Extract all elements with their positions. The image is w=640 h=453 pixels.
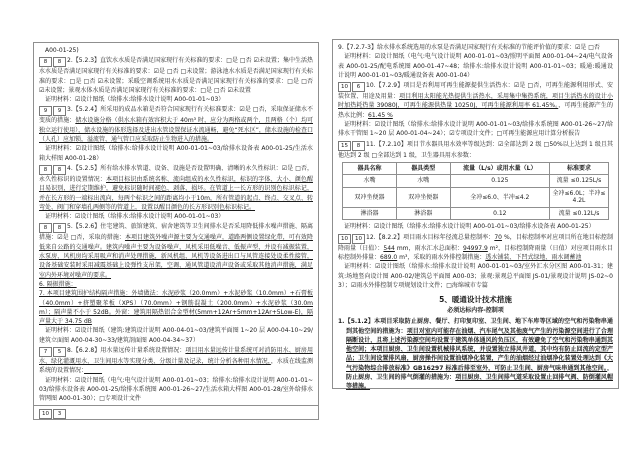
- score-cell-available: 8: [39, 223, 52, 233]
- text-run: ，防止厨房、卫生间的排气倒灌的措施为：: [346, 364, 613, 382]
- text-run: 544: [383, 244, 395, 252]
- text-run: 项目利用太阳能光热提供生活热水，采用集中集热系统，项目生活热水的设计小时加热耗热量 39080J，可再生能源供热量 10250J，可再生能源利用率 61.45%。: [338, 93, 613, 110]
- score-cell-available: 10: [338, 82, 351, 92]
- cell-type: 淋浴器: [396, 207, 450, 220]
- right-page-column: [332, 39, 619, 389]
- text-run: 证明材料：☑设计图纸（给排水:给排水设计说明 A00-01-01~03/给排水设备表 A00-01-25/生活水箱大样图 A00-01-28）: [39, 145, 313, 162]
- sub-item-vibration: [39, 280, 313, 289]
- checklist-row-5-2-4: [39, 105, 313, 162]
- text-run: 12.【8.2.2】项目雨水目标年径流总量控制率：: [366, 233, 495, 241]
- score-cell-self: 8: [352, 141, 365, 151]
- fixtures-row-shower: [343, 207, 609, 220]
- fixtures-row-faucet: [343, 175, 609, 188]
- score-cell-available: 8: [39, 165, 52, 175]
- fixtures-header-type: 器具类型: [396, 162, 450, 175]
- score-cell-self: 9: [53, 106, 66, 116]
- row-text: [338, 81, 613, 120]
- text-run: mm，雨水汇水总面积：: [394, 244, 464, 252]
- text-run: 证明材料：☑设计图纸（给排水:给排水设计说明 A00-01-01~03）: [45, 213, 225, 221]
- hvac-item-5-1-2: [338, 317, 613, 391]
- score-cell-self: 8: [53, 57, 66, 67]
- text-run: 5.【5.2.6】住宅建筑、旅馆建筑、宿舍建筑等卫生间排水是否采用降低排水噪声措施、隔离措施：☑是 □否，采取的措施：: [39, 223, 313, 242]
- row-text: [39, 56, 313, 95]
- left-page-column: [33, 42, 319, 420]
- score-cell-self: 6: [352, 82, 365, 92]
- text-run: 61.45 %: [368, 111, 393, 119]
- score-cell-self: 8: [53, 223, 66, 233]
- text-run: m³，采取的雨水外排控制措施：: [397, 254, 486, 262]
- checklist-row-partial: [34, 405, 318, 419]
- row-text: [39, 105, 313, 144]
- text-run: 储水设施分格（供水水箱有效容积大于 40m³ 时，应分为两格或两个，且两格（个）均可独立运行使用），储水设施的体形选择及进出水管设置保证水流通畅，避免“死水区”，储水设施的检查口（人孔）应加锁，溢流管、通气管口应采取防止生物进入的措施。: [39, 117, 313, 144]
- row-main-text: [338, 141, 613, 159]
- cell-type: 水嘴: [396, 175, 450, 188]
- cell-flow: 0.12: [450, 207, 550, 220]
- cell-name: 水嘴: [343, 175, 397, 188]
- text-run: 证明材料：☑设计图纸（电气:电气设计说明 A00-01-01~03/照明平面图 A00-01-04~24/电气设备表 A00-01-25/配电系统图 A00-01-47~48；给排水:给排水设计说明 A00-01-01~03；暖通:暖通设计说明 A00-01-01~03/暖通设备表 A00-01-04）: [338, 53, 613, 79]
- section-subtitle: 必须达标内容-控制项: [447, 307, 504, 315]
- row-text: [338, 43, 613, 52]
- fixtures-header-name: 器具名称: [343, 162, 397, 175]
- text-run: 3.【5.2.4】所采用的成品水箱是否符合国家现行有关标准要求：☑是 □否，采取保证储水不变质的措施：: [39, 106, 313, 125]
- text-run: 7. 本项目建筑围护结构隔声措施：外墙做法：水泥砂浆（20.0mm）+水泥砂浆（10.0mm）+石膏板（40.0mm）+挤塑聚苯板（XPS）（70.0mm）+钢筋混凝土（200.0mm）+水泥砂浆（30.0mm）；隔声量不小于 52dB。外窗：建筑用隔热铝合金型材(5mm+12Ar+5mm+12Ar+5Low-E)，隔声量大于 34.75 dB: [39, 290, 313, 326]
- text-run: A00-01-25): [45, 47, 79, 54]
- text-run: 项目厨房、卫生间排气道采取设置止回排气阀、防倒灌风帽等措施。: [346, 374, 613, 391]
- text-run: 10.【7.2.9】项目是否利用可再生能源提供生活热水：☑是 □否，可再生能源利用形式、安装位置、用途及用量：: [338, 82, 613, 101]
- cell-name: 淋浴器: [343, 207, 397, 220]
- score-cell-available: 10: [338, 234, 351, 244]
- proof-text: [338, 120, 613, 139]
- score-cell-available: 9: [39, 106, 52, 116]
- row-main-text: [338, 234, 613, 261]
- proof-text: [39, 95, 313, 104]
- proof-text: [39, 46, 313, 55]
- section-title: 5、暖通设计技术措施: [439, 295, 512, 305]
- fixtures-header-flow: 流量（L/s）或用水量（L）: [450, 162, 550, 175]
- row-text: [39, 408, 313, 419]
- cell-standard: 流量 ≤0.125L/s: [550, 175, 609, 188]
- sub-item-envelope: [39, 289, 313, 326]
- score-cell-available: 8: [39, 57, 52, 67]
- row-main-text: [39, 223, 313, 278]
- text-run: m²，目标控制降雨量（日值）对应项目雨水目标控制外排量：: [338, 244, 613, 262]
- fixtures-table: [342, 162, 609, 221]
- fixtures-header-standard: 标准要求: [550, 162, 609, 175]
- score-cell-self: 8: [53, 165, 66, 175]
- text-run: 透水铺装、下凹式绿地、雨水调蓄池: [485, 254, 582, 262]
- text-run: 项目用水量远传计量系统可对消防用水、厨房用水、绿化灌溉用水、卫生间用水等实现分类、分级计量及记录，统计分析各种用水情况，: [39, 347, 313, 366]
- fixtures-header-row: [343, 162, 609, 175]
- continuation-row: [39, 46, 313, 55]
- text-run: ，可再生能源产生的热水比例：: [338, 102, 613, 119]
- cell-flow: 全冲≤6.0、半冲≤4.2: [450, 187, 550, 207]
- text-run: 证明材料：☑设计图纸（建筑:建筑设计说明 A00-04-01~03/建筑平面图 1~20 层 A00-04-10~29/建筑立面图 A00-04-30~33/建筑剖面图 A00-04-34~37）: [39, 327, 313, 344]
- text-run: 689.0: [380, 254, 398, 262]
- text-run: %，目标控制率对应项目所在地目标控制降雨量（日值）：: [338, 233, 614, 252]
- text-run: 证明材料：☑设计图纸（给排水:给排水设计说明 A00-01-01~03）: [45, 96, 225, 104]
- checklist-row-8-2-2: [338, 233, 613, 290]
- row-text: [39, 164, 313, 212]
- text-run: 70: [494, 233, 502, 241]
- text-run: 证明材料：☑设计图纸（给排水:给排水设计说明 A00-01-01~03/室外汇水分区图 A00-01-31；建筑:场地竖向设计图 A00-02/建筑总平面图 A00-03；景观:景观总平面图 JS-01/景观设计说明 JS-02~03）；☑雨水外排控制专项规划设计文件；□海绵城市专篇: [338, 263, 613, 289]
- text-run: 6. 隔振措施：: [39, 280, 77, 288]
- text-run: 9.【7.2.7-3】给水排水系统选用的水泵是否满足国家现行有关标准的节能评价值的要求：☑是 □否: [338, 44, 600, 51]
- proof-text: [39, 326, 313, 345]
- text-run: [84, 367, 102, 374]
- text-run: 证明材料：☑设计图纸（给排水:给排水设计说明 A00-01-01~03/给排水系统图 A00-01-26~27/给排水干管图 1~20 层 A00-01-04~24）；☑专项设计文件；□可再生能源应用计算分析报告: [338, 121, 613, 138]
- fixtures-row-toilet: [343, 187, 609, 207]
- row-text: [338, 140, 613, 160]
- text-run: 8.【6.2.8】用水量远传计量系统设置情况：: [67, 347, 186, 355]
- row-main-text: [39, 347, 313, 374]
- cell-type: 双冲坐便器: [396, 187, 450, 207]
- text-run: 2.【5.2.3】直饮水水质是否满足国家现行有关标准的要求：□是 □否 ☑未设置；集中生活热水水质是否满足国家现行有关标准的要求：☑是 □否 □未设置；游泳池水水质是否满足国家现行有关标准的要求：□是 □否 ☑未设置；采暖空调系统用水水质是否满足国家现行有关标准的要求：□是 □否 ☑未设置；景观水体水质是否满足国家现行有关标准的要求：□是 □否 ☑未设置: [39, 57, 313, 94]
- row-main-text: [39, 57, 313, 94]
- row-text: [338, 317, 613, 391]
- text-run: 4.【5.2.5】所有给水排水管道、设备、设施是否设置明确、清晰的永久性标识：☑是 □否，永久性标识的设置情况：: [39, 164, 313, 183]
- checklist-row-7-2-7-3: [338, 43, 613, 80]
- score-cell-available: 10: [39, 409, 52, 419]
- proof-text: [39, 212, 313, 221]
- checklist-row-5-2-5: [39, 164, 313, 221]
- text-run: 本项目建筑外噪声源主要为交通噪声，道路两侧设置绿化带，可有效降低来自公路的交通噪声。建筑内噪声主要为设备噪声，风机采用低噪音、低振声型，并设有减振装置，水泵房、风机房均采用吸声和消声处理措施，新风机组、风机等设备进出口与风管连接处设柔性接管，设备基础安装时采用减震基础上设弹性支吊架，空调、通风管道设消声设备或采取其他消声措施，满足室内外环境对噪声的要求。: [39, 234, 313, 279]
- proof-text: [338, 262, 613, 290]
- cell-standard: 流量 ≤0.12L/s: [550, 207, 609, 220]
- proof-text: [338, 222, 613, 231]
- row-main-text: [39, 106, 313, 143]
- checklist-row-6-2-8: [39, 346, 313, 403]
- text-run: 项目对室内可能存在油烟、汽车尾气及其他废气产生的污染源空间进行了合理隔断设计，且将上述污染源空间均设置于建筑单体通风的负压区，有效避免了空气和污染物串通到其他空间；本项目厨房、卫生间设置机械排风系统，并设置独立排风井道，其中均有防止回流的定型产品；卫生间设置排风扇，厨房操作间设置油烟净化装置，产生的油烟经过油烟净化装置处理达到《大气污染物综合排放标准》GB16297 标准后排至室外，可防止卫生间、厨房气味串通到其他空间。: [346, 327, 613, 372]
- cell-name: 双冲坐便器: [343, 187, 397, 207]
- row-text: [39, 346, 313, 376]
- row-main-text: [338, 82, 613, 119]
- row-text: [39, 222, 313, 279]
- row-main-text: [39, 165, 313, 211]
- text-run: 94997.9: [463, 244, 488, 252]
- text-run: 本项目标识由系统名称、流向组成的永久性标识，标识的字体、大小、颜色醒目易识别，进行定期维护，避免标识随时间褪色、剥落、损坏。在管道上一长方形的识别色标识标记，并在长方形的一端标出流向，每两个标识之间的距离均小于10m，所有管道的起点、终点、交叉点、转弯处、阀门和穿墙孔两侧等的管道上，设置以醒目颜色的长方形识别色标识标记。: [39, 175, 313, 211]
- score-cell-available: 7: [39, 347, 52, 357]
- score-cell-self: 5: [53, 347, 66, 357]
- proof-text: [338, 52, 613, 80]
- text-run: 证明材料：☑设计图纸（电气:电气设计说明 A00-01-01~03；给排水:给排水设计说明 A00-01-01~03/给排水设备表 A00-01-25/给排水系统图 A00-01-26~27/生活水箱大样图 A00-01-28/室外给排水管网图 A00-01-30）；□专项设计文件: [39, 376, 313, 403]
- row-text: [338, 233, 613, 263]
- proof-text: [39, 144, 313, 163]
- text-run: 1.【5.1.2】本项目采取防止厨房、餐厅、打印复印室、卫生间、地下车库等区域的空气和污染物串通到其他空间的措施为：: [338, 318, 613, 335]
- proof-text: [39, 376, 313, 404]
- score-cell-available: 15: [338, 141, 351, 151]
- cell-standard: 全冲≤6.0L；半冲≤4.2L: [550, 187, 609, 207]
- score-cell-self: 10: [352, 234, 365, 244]
- checklist-row-7-2-9: [338, 81, 613, 138]
- checklist-row-7-2-10: [338, 140, 613, 232]
- text-run: 11.【7.2.10】项目节水器具用水效率等级达到：☑全部达到 2 级 □50%以上达到 1 级且其他达到 2 级 □全部达到 1 级，卫生器具用水参数：: [338, 140, 613, 159]
- cell-flow: 0.125: [450, 175, 550, 188]
- score-cell-self: 3: [53, 409, 66, 419]
- checklist-row-5-2-3: [39, 56, 313, 104]
- checklist-row-5-2-6: [39, 222, 313, 345]
- text-run: ，水质在线监测系统的设置情况：: [39, 358, 313, 375]
- text-run: 证明材料：☑设计图纸（给排水:给排水设计说明 A00-01-01~03/给排水设备表 A00-01-25）: [344, 223, 595, 231]
